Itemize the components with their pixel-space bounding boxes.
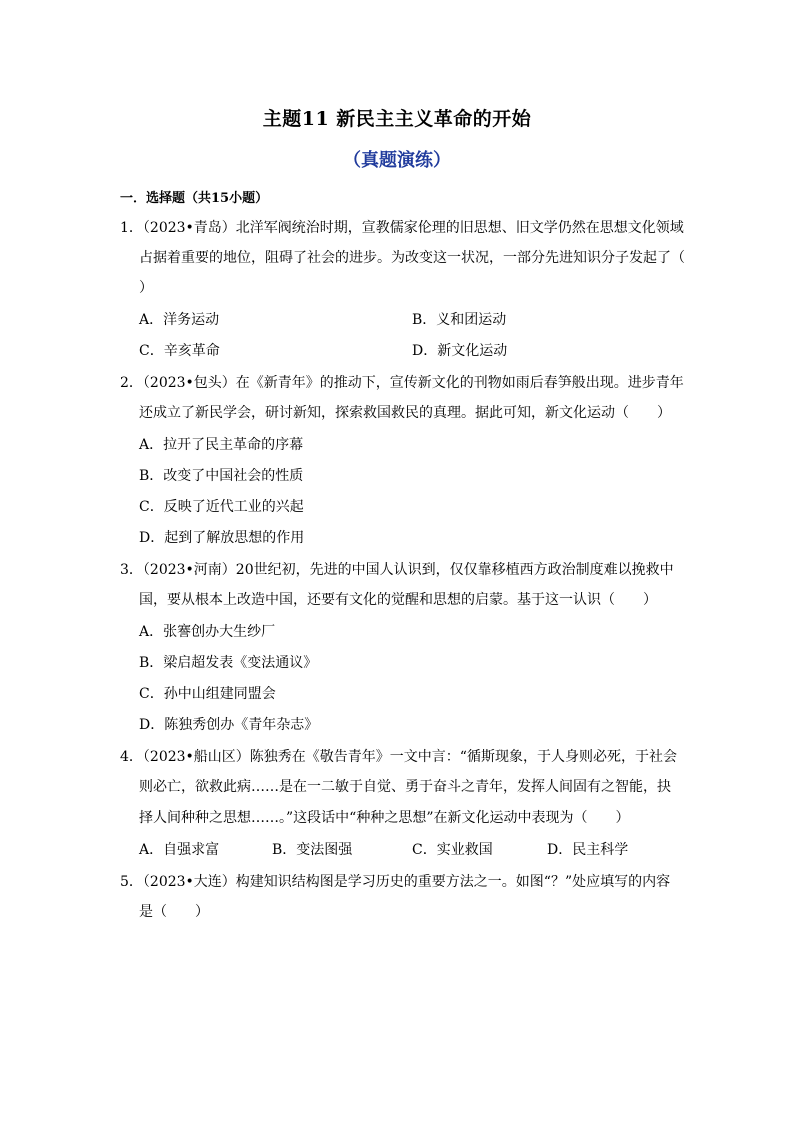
question-2-option-a[interactable]: A．拉开了民主革命的序幕 [139, 437, 304, 453]
question-1-option-a[interactable]: A．洋务运动 [139, 312, 220, 328]
page-subtitle: （真题演练） [343, 150, 451, 171]
section-heading: 一．选择题（共15小题） [120, 191, 269, 206]
question-2-option-d[interactable]: D．起到了解放思想的作用 [139, 530, 305, 546]
question-4-option-c[interactable]: C．实业救国 [412, 842, 493, 858]
question-2-line-2: 还成立了新民学会，研讨新知，探索救国救民的真理。据此可知，新文化运动（ ） [139, 405, 671, 421]
question-2-option-c[interactable]: C．反映了近代工业的兴起 [139, 499, 304, 515]
question-4-line-3: 择人间种种之思想……。”这段话中“种种之思想”在新文化运动中表现为（ ） [139, 810, 630, 826]
question-3-option-d[interactable]: D．陈独秀创办《青年杂志》 [139, 717, 319, 733]
question-5-line-1: 5．（2023•大连）构建知识结构图是学习历史的重要方法之一。如图“？”处应填写的内容 [120, 874, 671, 890]
question-1-option-d[interactable]: D．新文化运动 [412, 343, 508, 359]
question-3-option-b[interactable]: B．梁启超发表《变法通议》 [139, 655, 318, 671]
question-1-option-b[interactable]: B．义和团运动 [412, 312, 507, 328]
question-3-option-c[interactable]: C．孙中山组建同盟会 [139, 686, 276, 702]
question-3-line-1: 3．（2023•河南）20世纪初，先进的中国人认识到，仅仅靠移植西方政治制度难以挽救中 [120, 562, 674, 578]
question-4-option-a[interactable]: A．自强求富 [139, 842, 220, 858]
question-2-line-1: 2．（2023•包头）在《新青年》的推动下，宣传新文化的刊物如雨后春笋般出现。进步青年 [120, 375, 684, 391]
question-1-line-1: 1．（2023•青岛）北洋军阀统治时期，宣教儒家伦理的旧思想、旧文学仍然在思想文化领域 [120, 220, 684, 236]
question-1-option-c[interactable]: C．辛亥革命 [139, 343, 220, 359]
question-1-line-2: 占据着重要的地位，阻碍了社会的进步。为改变这一状况，一部分先进知识分子发起了（ [139, 250, 685, 266]
question-4-option-d[interactable]: D．民主科学 [547, 842, 629, 858]
question-3-line-2: 国，要从根本上改造中国，还要有文化的觉醒和思想的启蒙。基于这一认识（ ） [139, 592, 657, 608]
question-3-option-a[interactable]: A．张謇创办大生纱厂 [139, 624, 276, 640]
question-4-line-1: 4．（2023•船山区）陈独秀在《敬告青年》一文中言：“循斯现象，于人身则必死，于社会 [120, 749, 677, 765]
question-1-line-3: ） [139, 280, 153, 296]
question-2-option-b[interactable]: B．改变了中国社会的性质 [139, 468, 304, 484]
page-title: 主题11 新民主主义革命的开始 [262, 108, 532, 130]
question-4-option-b[interactable]: B．变法图强 [272, 842, 353, 858]
question-4-line-2: 则必亡，欲救此病……是在一二敏于自觉、勇于奋斗之青年，发挥人间固有之智能，抉 [139, 779, 671, 795]
question-5-line-2: 是（ ） [139, 904, 209, 920]
